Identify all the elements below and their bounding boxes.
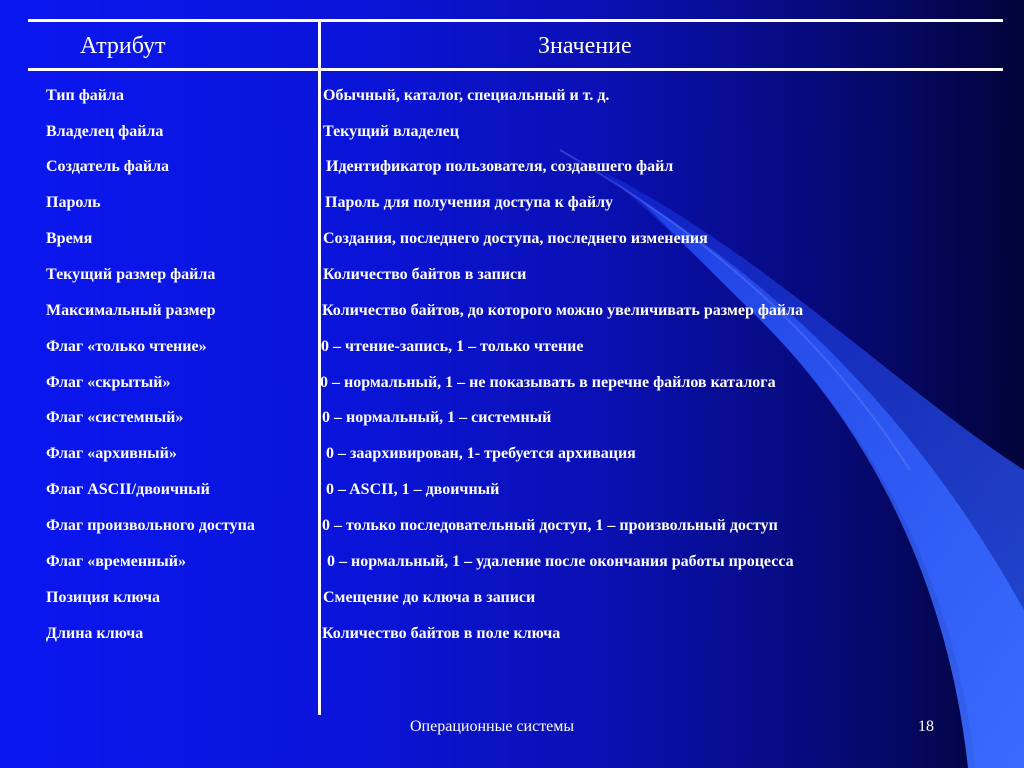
row-8-value: 0 – чтение-запись, 1 – только чтение <box>321 338 584 355</box>
row-14-value: 0 – нормальный, 1 – удаление после окончания работы процесса <box>327 553 794 570</box>
row-15-value: Смещение до ключа в записи <box>323 589 536 606</box>
header-attribute: Атрибут <box>80 33 166 59</box>
row-8-attribute: Флаг «только чтение» <box>46 338 207 355</box>
row-7-attribute: Максимальный размер <box>46 302 216 319</box>
row-4-attribute: Пароль <box>46 194 101 211</box>
row-7-value: Количество байтов, до которого можно увеличивать размер файла <box>322 302 804 319</box>
row-1-value: Обычный, каталог, специальный и т. д. <box>323 87 610 104</box>
table-column-divider <box>318 21 321 715</box>
row-2-attribute: Владелец файла <box>46 123 164 140</box>
row-9-value: 0 – нормальный, 1 – не показывать в перечне файлов каталога <box>320 374 776 391</box>
row-3-value: Идентификатор пользователя, создавшего файл <box>326 158 674 175</box>
row-9-attribute: Флаг «скрытый» <box>46 374 171 391</box>
row-16-value: Количество байтов в поле ключа <box>322 625 561 642</box>
footer-title: Операционные системы <box>410 718 575 735</box>
row-12-value: 0 – ASCII, 1 – двоичный <box>326 481 500 498</box>
page-number: 18 <box>918 718 934 735</box>
row-5-value: Создания, последнего доступа, последнего изменения <box>323 230 708 247</box>
table-header-rule <box>28 68 1003 71</box>
row-6-value: Количество байтов в записи <box>323 266 527 283</box>
row-15-attribute: Позиция ключа <box>46 589 161 606</box>
row-2-value: Текущий владелец <box>323 123 459 140</box>
row-3-attribute: Создатель файла <box>46 158 170 175</box>
row-11-attribute: Флаг «архивный» <box>46 445 177 462</box>
row-10-value: 0 – нормальный, 1 – системный <box>322 409 552 426</box>
row-4-value: Пароль для получения доступа к файлу <box>325 194 614 211</box>
header-value: Значение <box>538 33 632 59</box>
row-6-attribute: Текущий размер файла <box>46 266 216 283</box>
row-1-attribute: Тип файла <box>46 87 124 104</box>
row-12-attribute: Флаг ASCII/двоичный <box>46 481 210 498</box>
row-14-attribute: Флаг «временный» <box>46 553 186 570</box>
row-13-attribute: Флаг произвольного доступа <box>46 517 255 534</box>
row-11-value: 0 – заархивирован, 1- требуется архивация <box>326 445 636 462</box>
table-top-rule <box>28 19 1003 22</box>
row-5-attribute: Время <box>46 230 93 247</box>
row-13-value: 0 – только последовательный доступ, 1 – произвольный доступ <box>322 517 778 534</box>
row-16-attribute: Длина ключа <box>46 625 144 642</box>
row-10-attribute: Флаг «системный» <box>46 409 184 426</box>
